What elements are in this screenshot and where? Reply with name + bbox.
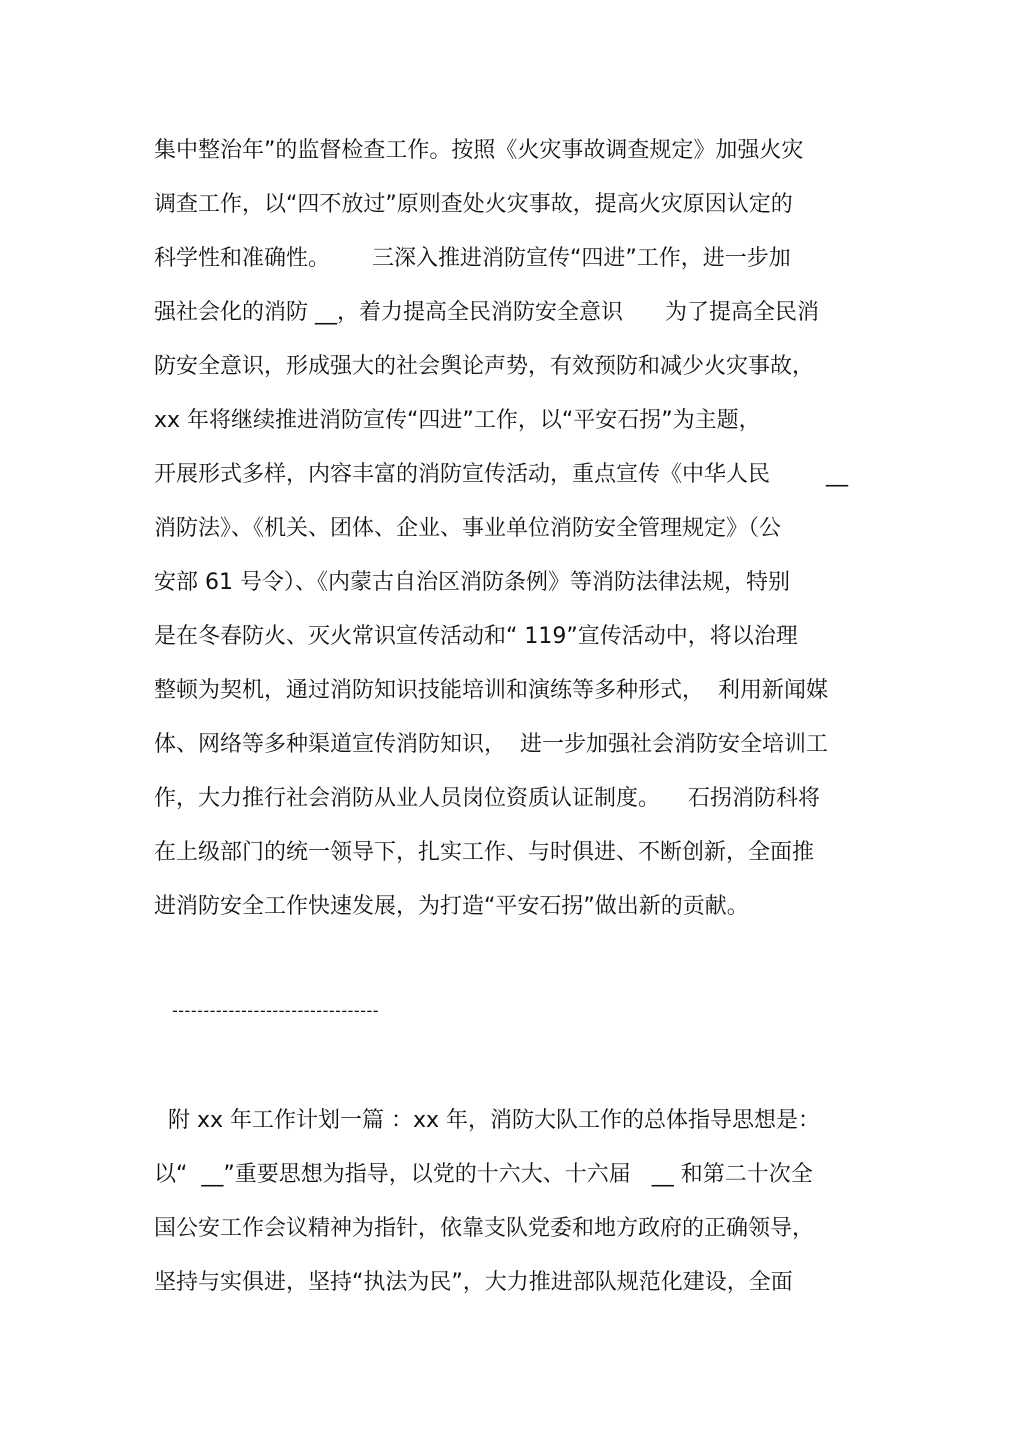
text-line: xx 年将继续推进消防宣传“四进”工作，以“平安石拐”为主题， xyxy=(154,408,761,433)
text-line: 进消防安全工作快速发展，为打造“平安石拐”做出新的贡献。 xyxy=(154,894,749,919)
text-line: 在上级部门的统一领导下，扎实工作、与时俱进、不断创新，全面推 xyxy=(154,840,815,865)
text-line: 以“ __”重要思想为指导，以党的十六大、十六届 __ 和第二十次全 xyxy=(154,1162,813,1187)
text-line: 国公安工作会议精神为指针，依靠支队党委和地方政府的正确领导， xyxy=(154,1216,815,1241)
text-line: 科学性和准确性。 三深入推进消防宣传“四进”工作，进一步加 xyxy=(154,246,791,271)
text-line: 附 xx 年工作计划一篇 ：xx 年，消防大队工作的总体指导思想是： xyxy=(154,1108,821,1133)
text-line: 防安全意识，形成强大的社会舆论声势，有效预防和减少火灾事故， xyxy=(154,354,815,379)
text-line: 坚持与实俱进，坚持“执法为民”，大力推进部队规范化建设，全面 xyxy=(154,1270,793,1295)
text-line: 消防法》、《机关、团体、企业、事业单位消防安全管理规定》（公 xyxy=(154,516,782,541)
text-line: 体、网络等多种渠道宣传消防知识， 进一步加强社会消防安全培训工 xyxy=(154,732,828,757)
text-line: 作，大力推行社会消防从业人员岗位资质认证制度。 石拐消防科将 xyxy=(154,786,820,811)
text-line: 开展形式多样，内容丰富的消防宣传活动，重点宣传《中华人民 __ xyxy=(154,462,848,487)
text-line: 是在冬春防火、灭火常识宣传活动和“ 119”宣传活动中，将以治理 xyxy=(154,624,798,649)
separator-line: --------------------------------- xyxy=(172,1001,380,1020)
text-line: 整顿为契机，通过消防知识技能培训和演练等多种形式， 利用新闻媒 xyxy=(154,678,828,703)
text-line: 强社会化的消防 __，着力提高全民消防安全意识 为了提高全民消 xyxy=(154,300,819,325)
text-line: 集中整治年”的监督检查工作。按照《火灾事故调查规定》加强火灾 xyxy=(154,138,804,163)
text-line: 安部 61 号令）、《内蒙古自治区消防条例》等消防法律法规，特别 xyxy=(154,570,790,595)
text-line: 调查工作，以“四不放过”原则查处火灾事故，提高火灾原因认定的 xyxy=(154,192,793,217)
